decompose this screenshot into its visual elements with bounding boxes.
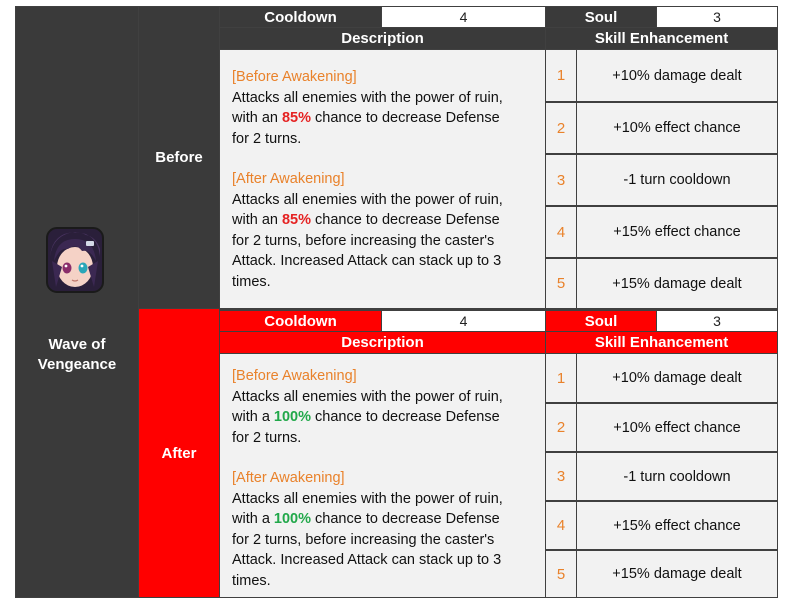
enhancement-effect: +15% effect chance [577,502,777,549]
desc-line: Attacks all enemies with the power of ruin, [232,191,503,208]
chance-value: 100% [273,409,312,425]
desc-text: chance to decrease Defense [311,110,500,126]
desc-text: with a [232,409,274,425]
desc-line: Attack. Increased Attack can stack up to 3 [232,253,502,269]
enhancement-level-number: 5 [546,259,576,308]
skill-name-line1: Wave of [48,336,106,353]
soul-label: Soul [584,8,618,26]
desc-line: times. [232,273,271,290]
enhancement-effect: +10% effect chance [577,103,777,153]
skill-enhancement-label: Skill Enhancement [594,334,729,351]
after-cooldown-value [382,311,545,331]
chance-value: 85% [281,212,312,228]
phase-before-label: Before [155,149,203,166]
skill-name [16,335,138,375]
desc-line [232,108,535,129]
after-soul-value [657,311,777,331]
phase-after-cell [139,309,219,597]
desc-line: for 2 turns, before increasing the caster's [232,232,495,249]
enhancement-level-number: 2 [546,404,576,451]
before-cooldown-header [220,7,381,27]
cooldown-value: 4 [459,9,468,25]
enhancement-level-number: 4 [546,502,576,549]
cooldown-label: Cooldown [264,312,337,330]
enhancement-effect: +15% damage dealt [577,259,777,308]
before-soul-header [546,7,656,27]
after-description-text [220,354,545,597]
desc-text: chance to decrease Defense [311,409,500,425]
enhancement-level-number: 1 [546,50,576,101]
after-soul-header [546,311,656,331]
enhancement-level-number: 5 [546,551,576,597]
chance-value: 85% [281,110,312,126]
desc-line [232,210,535,231]
desc-text: with a [232,511,274,527]
desc-line: Attack. Increased Attack can stack up to 3 [232,552,502,568]
character-portrait-icon [46,227,104,293]
phase-before-cell [139,7,219,308]
before-awakening-label: [Before Awakening] [232,69,357,85]
after-enhancement-header [546,332,777,353]
phase-after-label: After [161,444,197,462]
before-description-header [220,28,545,49]
desc-text: chance to decrease Defense [311,212,500,228]
enhancement-level-number: 1 [546,354,576,402]
desc-line: times. [232,572,271,589]
enhancement-level-number: 3 [546,453,576,500]
desc-line: Attacks all enemies with the power of ruin, [232,490,503,507]
desc-line: for 2 turns, before increasing the caster's [232,531,495,548]
cooldown-value: 4 [459,313,468,329]
desc-text: with an [232,110,282,126]
desc-line [232,509,535,530]
desc-line: Attacks all enemies with the power of ruin, [232,388,503,405]
soul-value: 3 [713,9,721,25]
before-enhancement-header [546,28,777,49]
enhancement-effect: -1 turn cooldown [577,453,777,500]
enhancement-effect: +10% damage dealt [577,354,777,402]
enhancement-effect: +10% damage dealt [577,50,777,101]
before-soul-value [657,7,777,27]
before-awakening-label: [Before Awakening] [232,368,357,384]
desc-line: for 2 turns. [232,130,302,147]
enhancement-level-number: 4 [546,207,576,257]
enhancement-effect: +10% effect chance [577,404,777,451]
after-awakening-label: [After Awakening] [232,470,345,486]
description-label: Description [341,30,424,47]
enhancement-effect: +15% damage dealt [577,551,777,597]
desc-text: with an [232,212,282,228]
skill-name-line2: Vengeance [37,356,117,373]
chance-value: 100% [273,511,312,527]
after-awakening-label: [After Awakening] [232,171,345,187]
before-description-text [220,50,545,308]
skill-column [16,7,138,597]
description-label: Description [341,334,424,351]
enhancement-effect: +15% effect chance [577,207,777,257]
after-cooldown-header [220,311,381,331]
cooldown-label: Cooldown [264,8,337,26]
skill-enhancement-label: Skill Enhancement [594,30,729,47]
desc-line [232,407,535,428]
before-cooldown-value [382,7,545,27]
desc-line: for 2 turns. [232,429,302,446]
enhancement-level-number: 3 [546,155,576,205]
enhancement-level-number: 2 [546,103,576,153]
enhancement-effect: -1 turn cooldown [577,155,777,205]
desc-text: chance to decrease Defense [311,511,500,527]
soul-value: 3 [713,313,721,329]
soul-label: Soul [584,312,618,330]
desc-line: Attacks all enemies with the power of ruin, [232,89,503,106]
after-description-header [220,332,545,353]
